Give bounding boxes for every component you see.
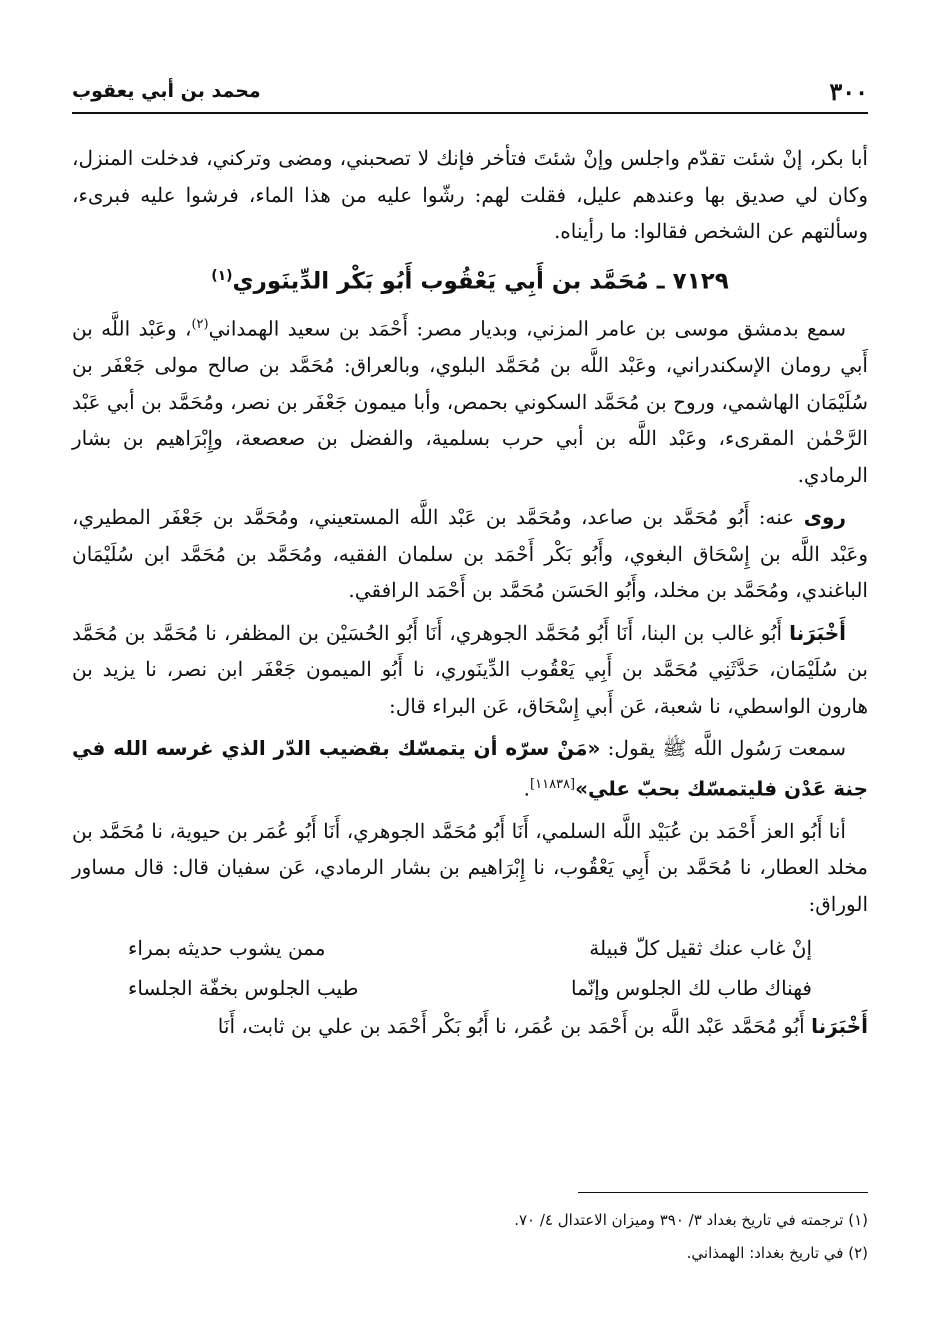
footnote-1: (١) ترجمته في تاريخ بغداد ٣/ ٣٩٠ وميزان الاعتدال ٤/ ٧٠. [514,1211,868,1229]
footnote-ref: (١) [211,267,233,284]
footnote-rule [578,1192,868,1193]
paragraph-text: أبا بكر، إنْ شئت تقدّم واجلس وإنْ شئتَ فتأخر فإنك لا تصحبني، ومضى وتركني، فدخلت المنزل، وكان لي صديق بها وعندهم عليل، فقلت لهم: رشّوا عليه من هذا الماء، فرشوا عليه فبرىء، وسألتهم عن الشخص فقالوا: ما رأيناه. [72,146,868,243]
paragraph-text: سمعت رَسُول اللَّه ﷺ يقول: [600,736,846,761]
page-number: ٣٠٠ [829,76,868,106]
paragraph-chain-1 [72,615,868,725]
hemistich-second: طيب الجلوس بخفّة الجلساء [128,976,359,1001]
paragraph-text: أنا أَبُو العز أَحْمَد بن عُبَيْد اللَّه السلمي، أَنَا أَبُو مُحَمَّد الجوهري، أَنَا أَبُو عُمَر بن حيوية، نا مُحَمَّد بن مخلد العطار، نا مُحَمَّد بن أَبِي يَعْقُوب، نا إِبْرَاهيم بن بشار الرمادي، عَن سفيان قال: قال مساور الوراق: [72,818,868,916]
hadith-quote: «مَنْ سرّه أن يتمسّك بقضيب الدّر الذي غرسه الله في جنة عَدْن فليتمسّك بحبّ علي» [72,736,868,801]
footnotes [72,1204,868,1270]
lead-word: أَخْبَرَنا [789,620,846,645]
paragraph-chain-3 [72,1008,868,1045]
header-rule [72,112,868,114]
page-header [72,70,868,112]
paragraph-chain-2 [72,813,868,923]
hadith-number: [١١٨٣٨] [530,776,576,792]
paragraph-text: ، وعَبْد اللَّه بن أَبي رومان الإسكندراني، وعَبْد اللَّه بن مُحَمَّد البلوي، وبالعراق: مُحَمَّد بن صالح مولى جَعْفَر بن سُلَيْمَان الهاشمي، وروح بن مُحَمَّد السكوني بحمص، وأبا ميمون جَعْفَر بن نصر، ومُحَمَّد بن أبي عَبْد الرَّحْمٰن المقرىء، وعَبْد اللَّه بن أبي حرب بسلمية، والفضل بن صعصعة، وإِبْرَاهيم بن بشار الرمادي. [72,316,868,487]
entry-title [72,256,868,302]
lead-word: أَخْبَرَنا [811,1014,868,1039]
paragraph-text: عنه: أَبُو مُحَمَّد بن صاعد، ومُحَمَّد بن عَبْد اللَّه المستعيني، ومُحَمَّد بن جَعْفَر المطيري، وعَبْد اللَّه بن إِسْحَاق البغوي، وأَبُو بَكْر أَحْمَد بن سلمان الفقيه، ومُحَمَّد بن مُحَمَّد ابن سُلَيْمَان الباغندي، ومُحَمَّد بن مخلد، وأَبُو الحَسَن مُحَمَّد بن أَحْمَد الرافقي. [72,505,868,603]
main-text [72,140,868,1051]
entry-title-text: ٧١٢٩ ـ مُحَمَّد بن أَبِي يَعْقُوب أَبُو بَكْر الدِّينَوري [232,268,729,295]
paragraph-hadith: سمعت رَسُول اللَّه ﷺ يقول: «مَنْ سرّه أن يتمسّك بقضيب الدّر الذي غرسه الله في جنة عَدْن فليتمسّك بحبّ علي»[١١٨٣٨]. [72,736,868,801]
hemistich-first: فهناك طاب لك الجلوس وإنّما [571,976,812,1001]
footnote-2: (٢) في تاريخ بغداد: الهمذاني. [686,1244,868,1262]
paragraph-narrators [72,499,868,609]
lead-word: روى [803,505,846,530]
paragraph-heard-from [72,307,868,493]
paragraph-text: أَبُو مُحَمَّد عَبْد اللَّه بن أَحْمَد بن عُمَر، نا أَبُو بَكْر أَحْمَد بن علي بن ثابت، أَنَا [217,1014,812,1039]
poem [72,928,868,1008]
footnote-ref: (٢) [191,317,209,333]
poem-verse [72,928,868,968]
hemistich-second: ممن يشوب حديثه بمراء [128,936,326,961]
paragraph-continuation [72,140,868,250]
hemistich-first: إنْ غاب عنك ثقيل كلّ قبيلة [589,936,812,961]
paragraph-text: سمع بدمشق موسى بن عامر المزني، وبديار مصر: أَحْمَد بن سعيد الهمداني [208,316,847,341]
running-head: محمد بن أبي يعقوب [72,80,261,102]
paragraph-text: أَبُو غالب بن البنا، أَنَا أَبُو مُحَمَّد الجوهري، أَنَا أَبُو الحُسَيْن بن المظفر، نا مُحَمَّد بن مُحَمَّد بن سُلَيْمَان، حَدَّثَنِي مُحَمَّد بن أَبِي يَعْقُوب الدِّينَوري، نا أَبُو الميمون جَعْفَر ابن نصر، نا يزيد بن هارون الواسطي، نا شعبة، عَن أَبي إِسْحَاق، عَن البراء قال: [72,620,868,718]
poem-verse [72,968,868,1008]
